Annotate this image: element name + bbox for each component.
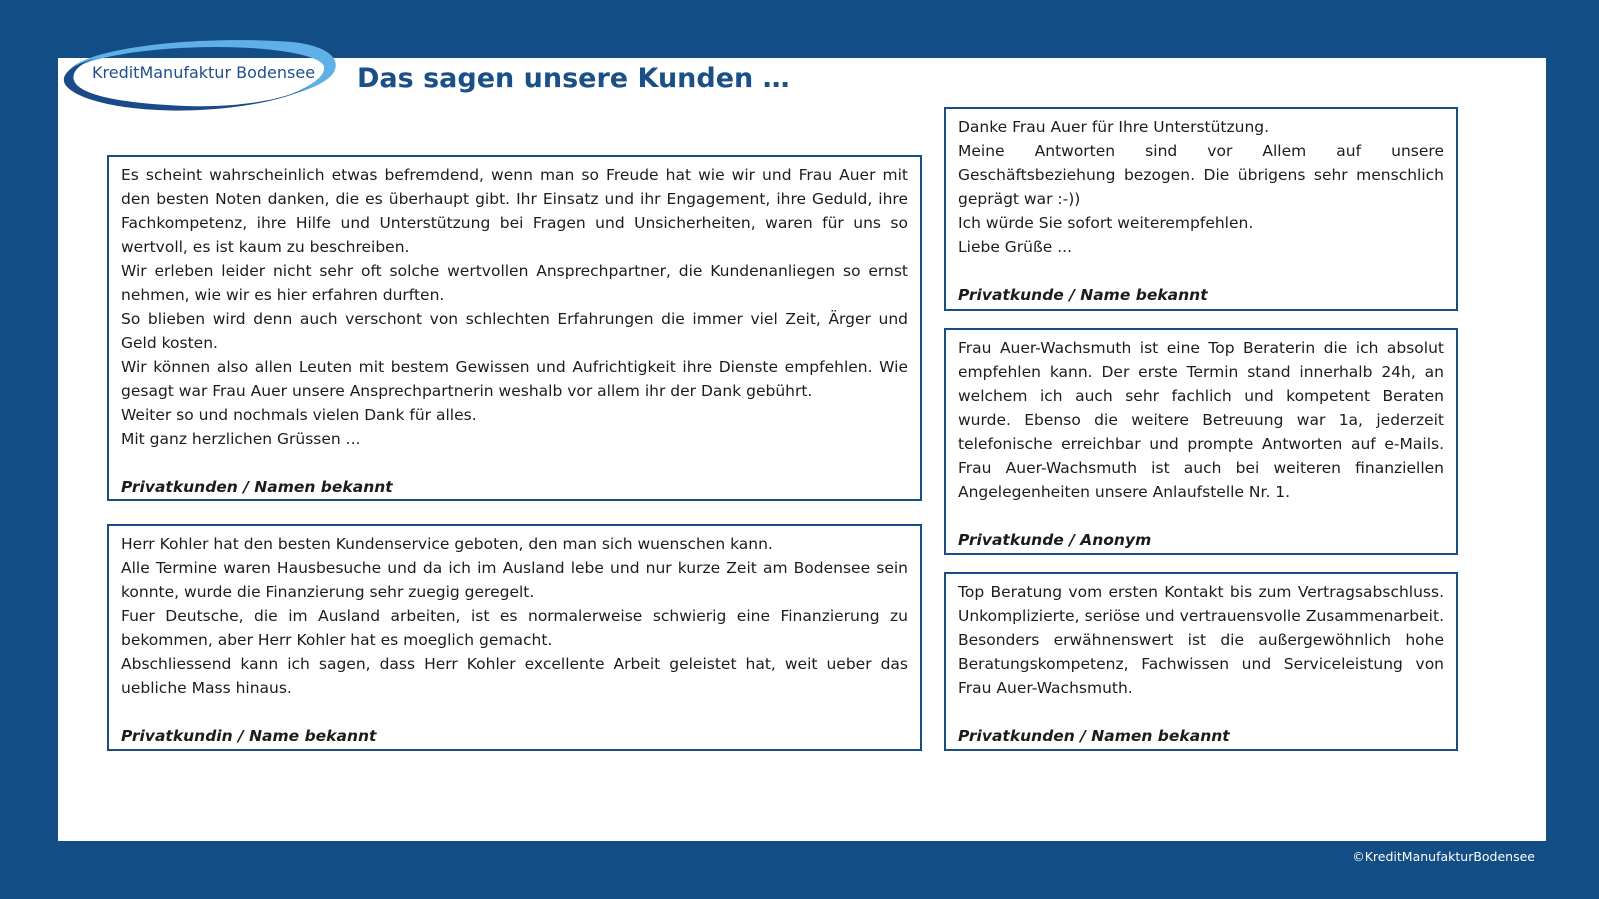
- testimonial-text: Herr Kohler hat den besten Kundenservice geboten, den man sich wuenschen kann.: [121, 535, 773, 553]
- testimonial-signature: Privatkunden / Namen bekannt: [958, 727, 1230, 745]
- copyright-notice: ©KreditManufakturBodensee: [1352, 849, 1535, 864]
- logo-text: KreditManufaktur Bodensee: [92, 63, 316, 82]
- testimonial-text: Liebe Grüße ...: [958, 238, 1072, 256]
- page-title: Das sagen unsere Kunden …: [357, 63, 790, 94]
- testimonial-text: Weiter so und nochmals vielen Dank für alles.: [121, 406, 477, 424]
- testimonial-text: Wir erleben leider nicht sehr oft solche wertvollen Ansprechpartner, die Kundenanliegen so ernst nehmen, wie wir es hier erfahren durften.: [121, 262, 908, 304]
- testimonial-signature: Privatkunden / Namen bekannt: [121, 478, 393, 496]
- testimonial-text: Fuer Deutsche, die im Ausland arbeiten, ist es normalerweise schwierig eine Finanzierung zu bekommen, aber Herr Kohler hat es moeglich gemacht.: [121, 607, 908, 649]
- testimonial-text: Top Beratung vom ersten Kontakt bis zum Vertragsabschluss. Unkomplizierte, seriöse und vertrauensvolle Zusammenarbeit. Besonders erwähnenswert ist die außergewöhnlich hohe Beratungskompetenz, Fachwissen und Serviceleistung von Frau Auer-Wachsmuth.: [958, 583, 1444, 697]
- testimonial-text: Mit ganz herzlichen Grüssen ...: [121, 430, 361, 448]
- testimonial-text: Frau Auer-Wachsmuth ist eine Top Beraterin die ich absolut empfehlen kann. Der erste Termin stand innerhalb 24h, an welchem ich auch sehr fachlich und kompetent Beraten wurde. Ebenso die weitere Betreuung war 1a, jederzeit telefonische erreichbar und prompte Antworten auf e-Mails. Frau Auer-Wachsmuth ist auch bei weiteren finanziellen Angelegenheiten unsere Anlaufstelle Nr. 1.: [958, 339, 1444, 501]
- testimonial-signature: Privatkundin / Name bekannt: [121, 727, 377, 745]
- testimonial-card: [944, 572, 1458, 751]
- testimonial-text: Alle Termine waren Hausbesuche und da ich im Ausland lebe und nur kurze Zeit am Bodensee sein konnte, wurde die Finanzierung sehr zuegig geregelt.: [121, 559, 908, 601]
- company-logo: [60, 30, 350, 120]
- testimonial-text: Wir können also allen Leuten mit bestem Gewissen und Aufrichtigkeit ihre Dienste empfehlen. Wie gesagt war Frau Auer unsere Ansprechpartnerin weshalb vor allem ihr der Dank gebührt.: [121, 358, 908, 400]
- testimonial-card: [944, 328, 1458, 555]
- testimonial-signature: Privatkunde / Name bekannt: [958, 286, 1208, 304]
- testimonial-text: So blieben wird denn auch verschont von schlechten Erfahrungen die immer viel Zeit, Ärger und Geld kosten.: [121, 310, 908, 352]
- testimonial-text: Danke Frau Auer für Ihre Unterstützung.: [958, 118, 1270, 136]
- testimonial-card: [944, 107, 1458, 311]
- testimonial-card: [107, 155, 922, 501]
- testimonial-text: Es scheint wahrscheinlich etwas befremdend, wenn man so Freude hat wie wir und Frau Auer mit den besten Noten danken, die es überhaupt gibt. Ihr Einsatz und ihr Engagement, ihre Geduld, ihre Fachkompetenz, ihre Hilfe und Unterstützung bei Fragen und Unsicherheiten, waren für uns so wertvoll, es ist kaum zu beschreiben.: [121, 166, 908, 256]
- testimonial-card: [107, 524, 922, 751]
- testimonial-signature: Privatkunde / Anonym: [958, 531, 1152, 549]
- testimonial-text: Abschliessend kann ich sagen, dass Herr Kohler excellente Arbeit geleistet hat, weit ueber das uebliche Mass hinaus.: [121, 655, 908, 697]
- testimonial-text: Ich würde Sie sofort weiterempfehlen.: [958, 214, 1254, 232]
- testimonial-text: Meine Antworten sind vor Allem auf unsere Geschäftsbeziehung bezogen. Die übrigens sehr menschlich geprägt war :-)): [958, 142, 1444, 208]
